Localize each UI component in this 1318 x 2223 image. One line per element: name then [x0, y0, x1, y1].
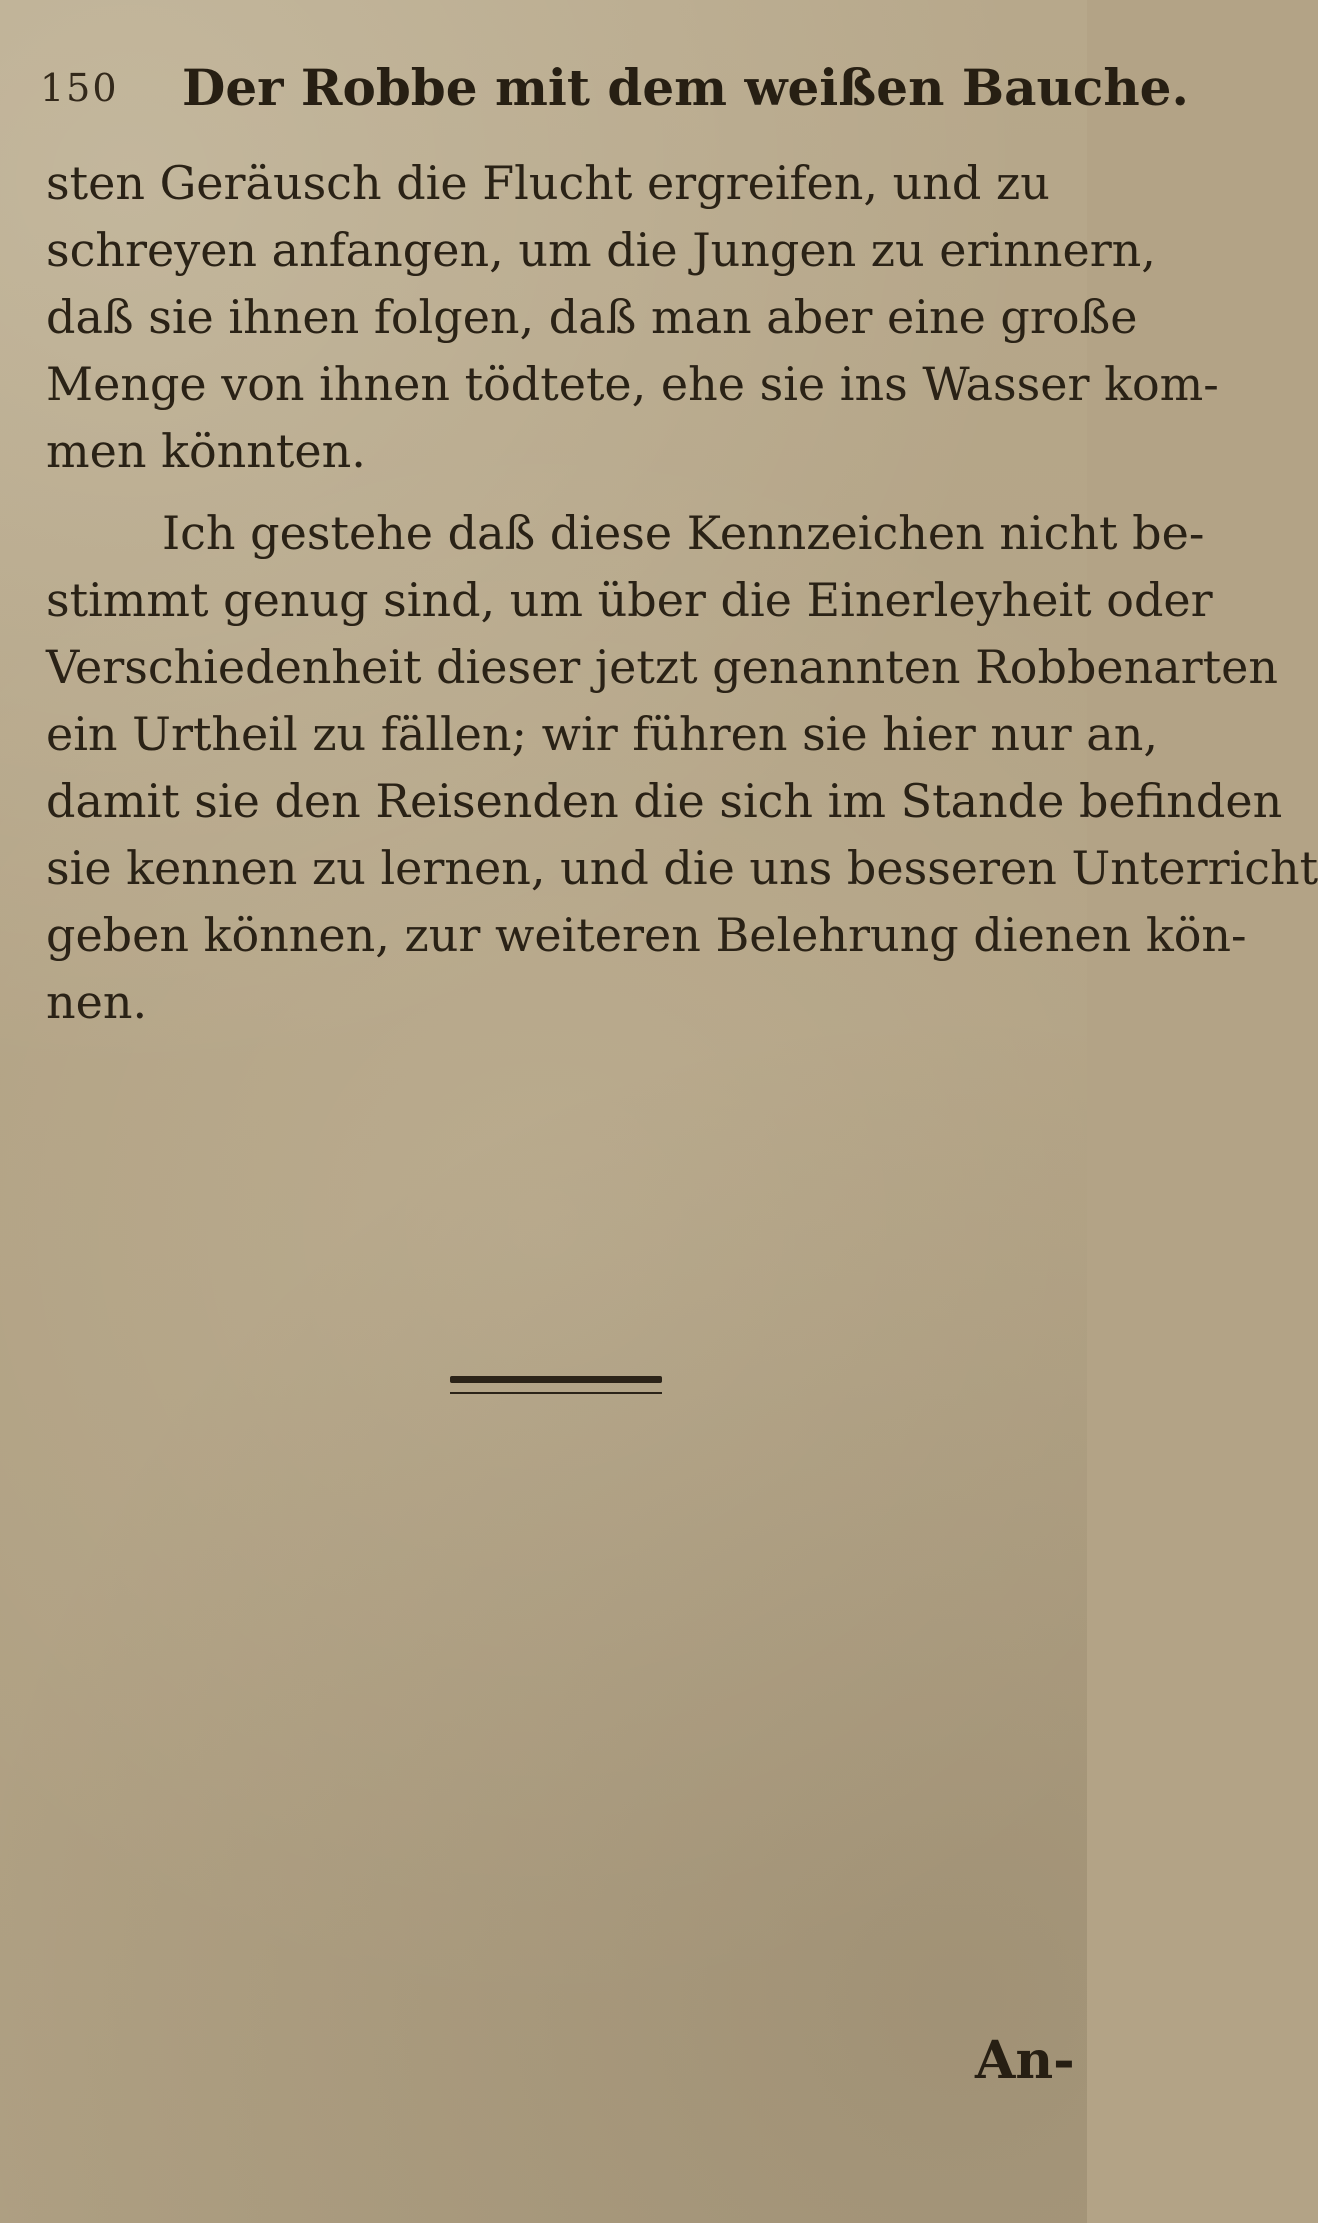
running-title: Der Robbe mit dem weißen Bauche.: [182, 58, 1189, 117]
text-line: Ich gestehe daß diese Kennzeichen nicht be-: [162, 506, 1205, 560]
catchword: An-: [975, 2030, 1075, 2091]
text-line: nen.: [46, 975, 148, 1029]
section-divider-thin: [450, 1392, 662, 1394]
text-line: geben können, zur weiteren Belehrung dienen kön-: [46, 908, 1247, 962]
text-line: schreyen anfangen, um die Jungen zu erinnern,: [46, 223, 1156, 277]
section-divider-thick: [450, 1376, 662, 1383]
page-number: 150: [40, 66, 119, 110]
page-header: [34, 58, 1189, 128]
text-line: men könnten.: [46, 424, 366, 478]
text-line: damit sie den Reisenden die sich im Stande befinden: [46, 774, 1283, 828]
paragraph-2: [46, 500, 1318, 1036]
text-line: Menge von ihnen tödtete, ehe sie ins Wasser kom-: [46, 357, 1219, 411]
paragraph-1: [46, 150, 1219, 485]
text-line: sten Geräusch die Flucht ergreifen, und zu: [46, 156, 1050, 210]
text-line: Verschiedenheit dieser jetzt genannten Robbenarten: [46, 640, 1278, 694]
text-line: sie kennen zu lernen, und die uns besseren Unterricht: [46, 841, 1318, 895]
text-line: ein Urtheil zu fällen; wir führen sie hier nur an,: [46, 707, 1158, 761]
text-line: stimmt genug sind, um über die Einerleyheit oder: [46, 573, 1213, 627]
text-line: daß sie ihnen folgen, daß man aber eine große: [46, 290, 1138, 344]
